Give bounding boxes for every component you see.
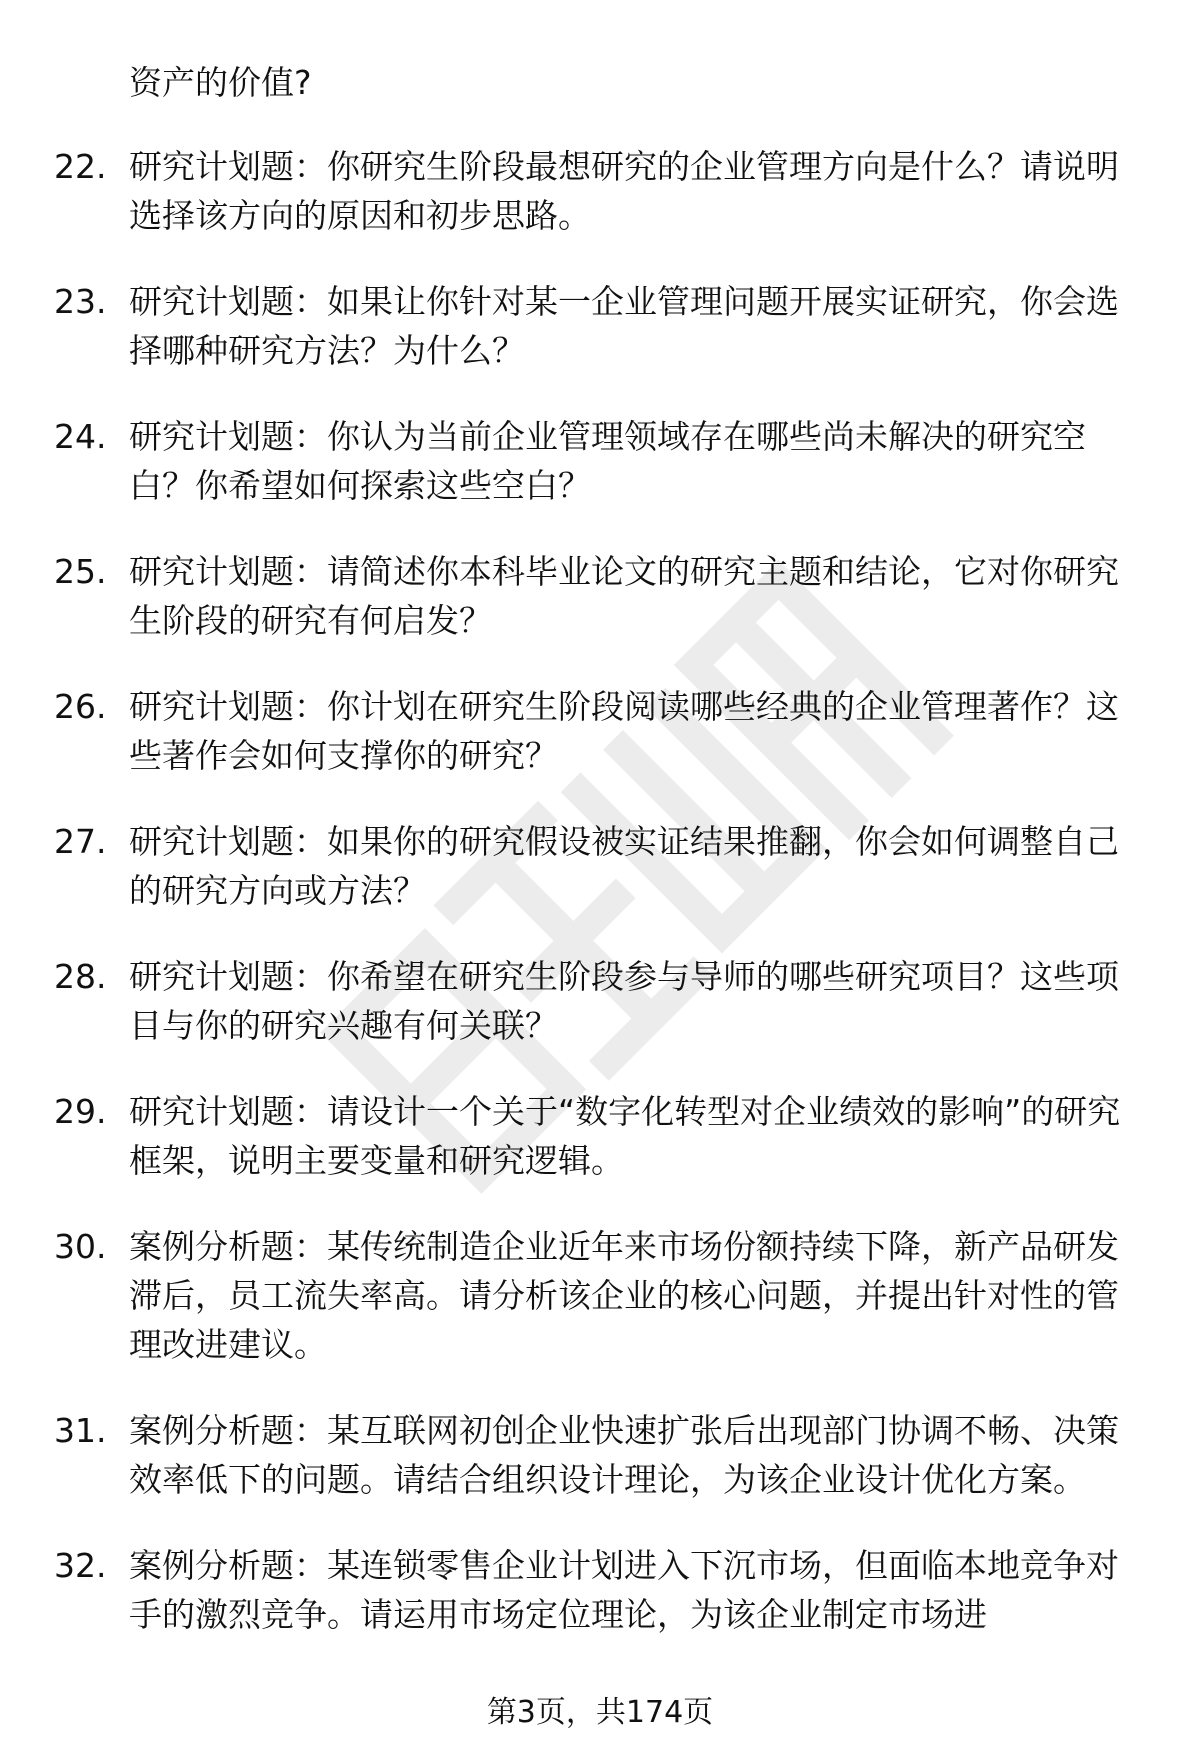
question-item xyxy=(0,412,1139,510)
question-text: 研究计划题：如果你的研究假设被实证结果推翻，你会如何调整自己的研究方向或方法？ xyxy=(129,822,1119,910)
question-item xyxy=(0,682,1139,780)
question-number: 26. xyxy=(54,687,107,726)
question-item xyxy=(0,817,1139,915)
question-item xyxy=(0,1406,1139,1504)
question-item xyxy=(0,547,1139,645)
question-number: 24. xyxy=(54,417,107,456)
question-number: 32. xyxy=(54,1546,107,1585)
question-text: 案例分析题：某连锁零售企业计划进入下沉市场，但面临本地竞争对手的激烈竞争。请运用市场定位理论，为该企业制定市场进 xyxy=(129,1546,1119,1634)
question-text: 研究计划题：请简述你本科毕业论文的研究主题和结论，它对你研究生阶段的研究有何启发？ xyxy=(129,552,1119,640)
question-list xyxy=(0,142,1200,1676)
carry-over-line: 资产的价值? xyxy=(129,63,312,102)
question-number: 25. xyxy=(54,552,107,591)
question-text: 案例分析题：某传统制造企业近年来市场份额持续下降，新产品研发滞后，员工流失率高。请分析该企业的核心问题，并提出针对性的管理改进建议。 xyxy=(129,1227,1119,1364)
question-text: 研究计划题：请设计一个关于“数字化转型对企业绩效的影响”的研究框架，说明主要变量和研究逻辑。 xyxy=(129,1092,1121,1180)
question-text: 案例分析题：某互联网初创企业快速扩张后出现部门协调不畅、决策效率低下的问题。请结合组织设计理论，为该企业设计优化方案。 xyxy=(129,1411,1119,1499)
question-text: 研究计划题：如果让你针对某一企业管理问题开展实证研究，你会选择哪种研究方法？为什么？ xyxy=(129,282,1119,370)
question-number: 30. xyxy=(54,1227,107,1266)
question-number: 31. xyxy=(54,1411,107,1450)
question-number: 22. xyxy=(54,147,107,186)
question-text: 研究计划题：你希望在研究生阶段参与导师的哪些研究项目？这些项目与你的研究兴趣有何关联？ xyxy=(129,957,1119,1045)
question-item xyxy=(0,277,1139,375)
question-item xyxy=(0,1541,1139,1639)
page-footer: 第3页，共174页 xyxy=(486,1695,714,1730)
question-text: 研究计划题：你认为当前企业管理领域存在哪些尚未解决的研究空白？你希望如何探索这些空白？ xyxy=(129,417,1086,505)
question-item xyxy=(0,142,1139,240)
question-text: 研究计划题：你研究生阶段最想研究的企业管理方向是什么？请说明选择该方向的原因和初步思路。 xyxy=(129,147,1119,235)
question-number: 29. xyxy=(54,1092,107,1131)
question-item xyxy=(0,1087,1139,1185)
question-text: 研究计划题：你计划在研究生阶段阅读哪些经典的企业管理著作？这些著作会如何支撑你的研究？ xyxy=(129,687,1119,775)
question-number: 27. xyxy=(54,822,107,861)
question-item xyxy=(0,1222,1139,1369)
question-item xyxy=(0,952,1139,1050)
question-number: 28. xyxy=(54,957,107,996)
question-number: 23. xyxy=(54,282,107,321)
